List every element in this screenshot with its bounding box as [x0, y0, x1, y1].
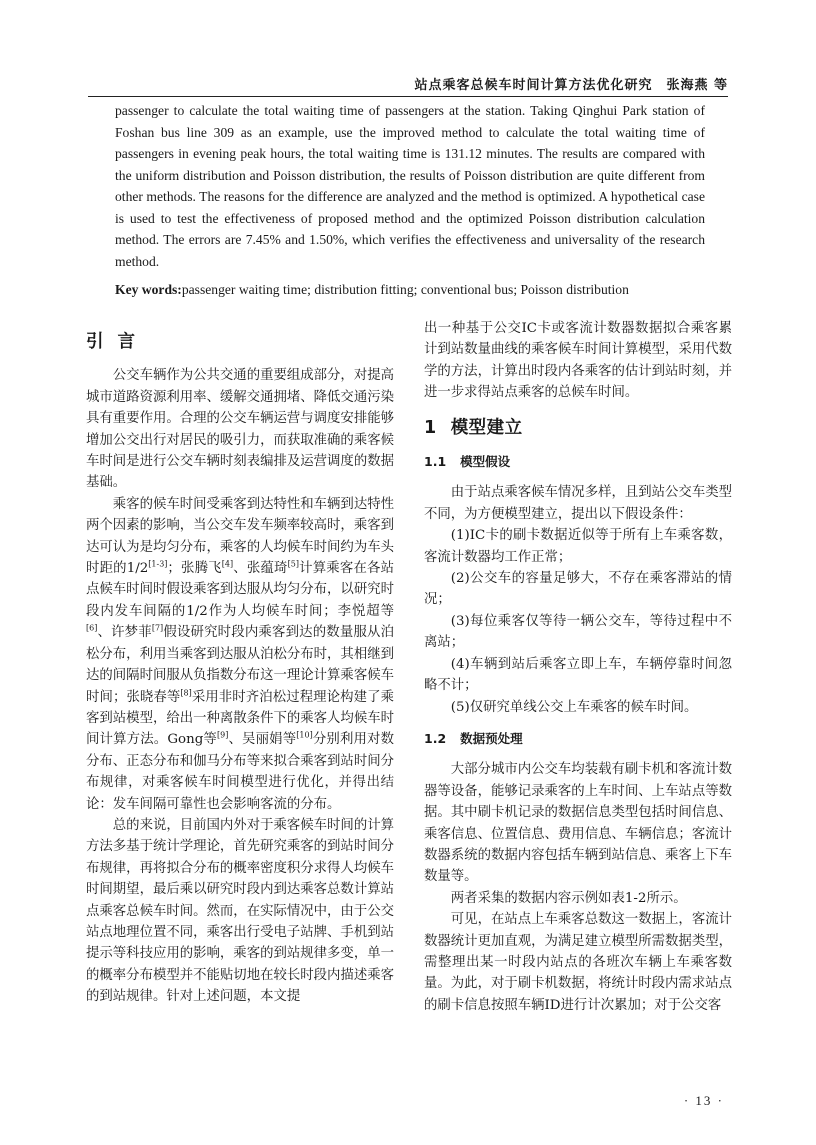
- preprocess-paragraph-1: 大部分城市内公交车均装载有刷卡机和客流计数器等设备，能够记录乘客的上车时间、上车站点等数据。其中刷卡机记录的数据信息类型包括时间信息、乘客信息、位置信息、费用信息、车辆信息；客流计数器系统的数据内容包括车辆到站信息、乘客上下车数量等。: [424, 762, 732, 885]
- running-header: 站点乘客总候车时间计算方法优化研究 张海燕 等: [414, 78, 728, 93]
- keywords-text: passenger waiting time; distribution fitting; conventional bus; Poisson distribution: [181, 282, 629, 297]
- assumption-item: (3)每位乘客仅等待一辆公交车，等待过程中不离站；: [424, 613, 732, 651]
- citation: [8]: [180, 688, 192, 698]
- left-column: [86, 318, 394, 1008]
- citation: [9]: [216, 730, 229, 740]
- intro-paragraph-3-continued: 出一种基于公交IC卡或客流计数器数据拟合乘客累计到站数量曲线的乘客候车时间计算模型，采用代数学的方法，计算出时段内各乘客的估计到站时刻，并进一步求得站点乘客的总候车时间。: [424, 321, 732, 401]
- preprocess-paragraph-3: 可见，在站点上车乘客总数这一数据上，客流计数器统计更加直观，为满足建立模型所需数据类型，需整理出某一时段内站点的各班次车辆上车乘客数量。为此，对于刷卡机数据，将统计时段内需求站点的刷卡信息按照车辆ID进行计次累加；对于公交客: [424, 912, 732, 1013]
- english-abstract: [115, 100, 705, 301]
- citation: [1-3]: [148, 559, 168, 569]
- citation: [7]: [151, 623, 164, 633]
- abstract-text: passenger to calculate the total waiting time of passengers at the station. Taking Qinghui Park station of Foshan bus line 309 as an example, use the improved method to calculate the total waiting time of passengers in evening peak hours, the total waiting time is 131.12 minutes. The results are compared with the uniform distribution and Poisson distribution, the results of Poisson distribution are quite different from other methods. The reasons for the difference are analyzed and the method is optimized. A hypothetical case is used to test the effectiveness of proposed method and the optimized Poisson distribution calculation method. The errors are 7.45% and 1.50%, which verifies the effectiveness and universality of the research method.: [115, 103, 705, 269]
- assumption-item: (5)仅研究单线公交上车乘客的候车时间。: [450, 699, 698, 715]
- citation: [6]: [86, 623, 98, 633]
- page-number: · 13 ·: [683, 1093, 724, 1108]
- citation: [5]: [287, 559, 299, 569]
- intro-paragraph-2: 乘客的候车时间受乘客到达特性和车辆到达特性两个因素的影响，当公交车发车频率较高时，乘客到达可认为是均匀分布，乘客的人均候车时间约为车头时距的1/2[1-3]；张腾飞[4]、张蕴琦[5]计算乘客在各站点候车时间时假设乘客到达服从均匀分布，以研究时段内发车间隔的1/2作为人均候车时间；李悦超等[6]、许梦菲[7]假设研究时段内乘客到达的数量服从泊松分布，利用当乘客到达服从泊松分布时，其相继到达的间隔时间服从负指数分布这一理论计算乘客候车时间；张晓春等[8]采用非时齐泊松过程理论构建了乘客到站模型，给出一种离散条件下的乘客人均候车时间计算方法。Gong等[9]、吴丽娟等[10]分别利用对数分布、正态分布和伽马分布等来拟合乘客到站时间分布规律，对乘客候车时间模型进行优化，并得出结论：发车间隔可靠性也会影响客流的分布。: [86, 496, 395, 812]
- intro-paragraph-1: 公交车辆作为公共交通的重要组成部分，对提高城市道路资源利用率、缓解交通拥堵、降低交通污染具有重要作用。合理的公交车辆运营与调度安排能够增加公交出行对居民的吸引力，而获取准确的乘客候车时间是进行公交车辆时刻表编排及运营调度的数据基础。: [86, 368, 394, 491]
- assumption-item: (2)公交车的容量足够大，不存在乘客滞站的情况；: [424, 571, 732, 608]
- header-rule: [88, 96, 728, 97]
- keywords-label: Key words:: [115, 282, 182, 297]
- intro-heading: 引言: [86, 332, 149, 352]
- assumption-intro: 由于站点乘客候车情况多样，且到站公交车类型不同，为方便模型建立，提出以下假设条件：: [424, 485, 732, 522]
- assumption-item: (1)IC卡的刷卡数据近似等于所有上车乘客数，客流计数器均工作正常；: [424, 528, 732, 565]
- keywords-line: [115, 279, 705, 301]
- preprocess-paragraph-2: 两者采集的数据内容示例如表1-2所示。: [450, 890, 687, 906]
- citation: [10]: [296, 730, 313, 740]
- right-column: [424, 318, 732, 1016]
- intro-paragraph-3: 总的来说，目前国内外对于乘客候车时间的计算方法多基于统计学理论，首先研究乘客的到站时间分布规律，再将拟合分布的概率密度积分求得人均候车时间期望，最后乘以研究时段内到达乘客总数计算站点乘客总候车时间。然而，在实际情况中，由于公交站点地理位置不同，乘客出行受电子站牌、手机到站提示等科技应用的影响，乘客的到站规律多变，单一的概率分布模型并不能贴切地在较长时段内描述乘客的到站规律。针对上述问题，本文提: [86, 817, 394, 1005]
- section-1-heading: 1 模型建立: [424, 417, 523, 438]
- citation: [4]: [221, 559, 234, 569]
- section-1-2-heading: 1.2 数据预处理: [424, 730, 523, 746]
- section-1-1-heading: 1.1 模型假设: [424, 454, 511, 470]
- assumption-item: (4)车辆到站后乘客立即上车，车辆停靠时间忽略不计；: [424, 656, 732, 694]
